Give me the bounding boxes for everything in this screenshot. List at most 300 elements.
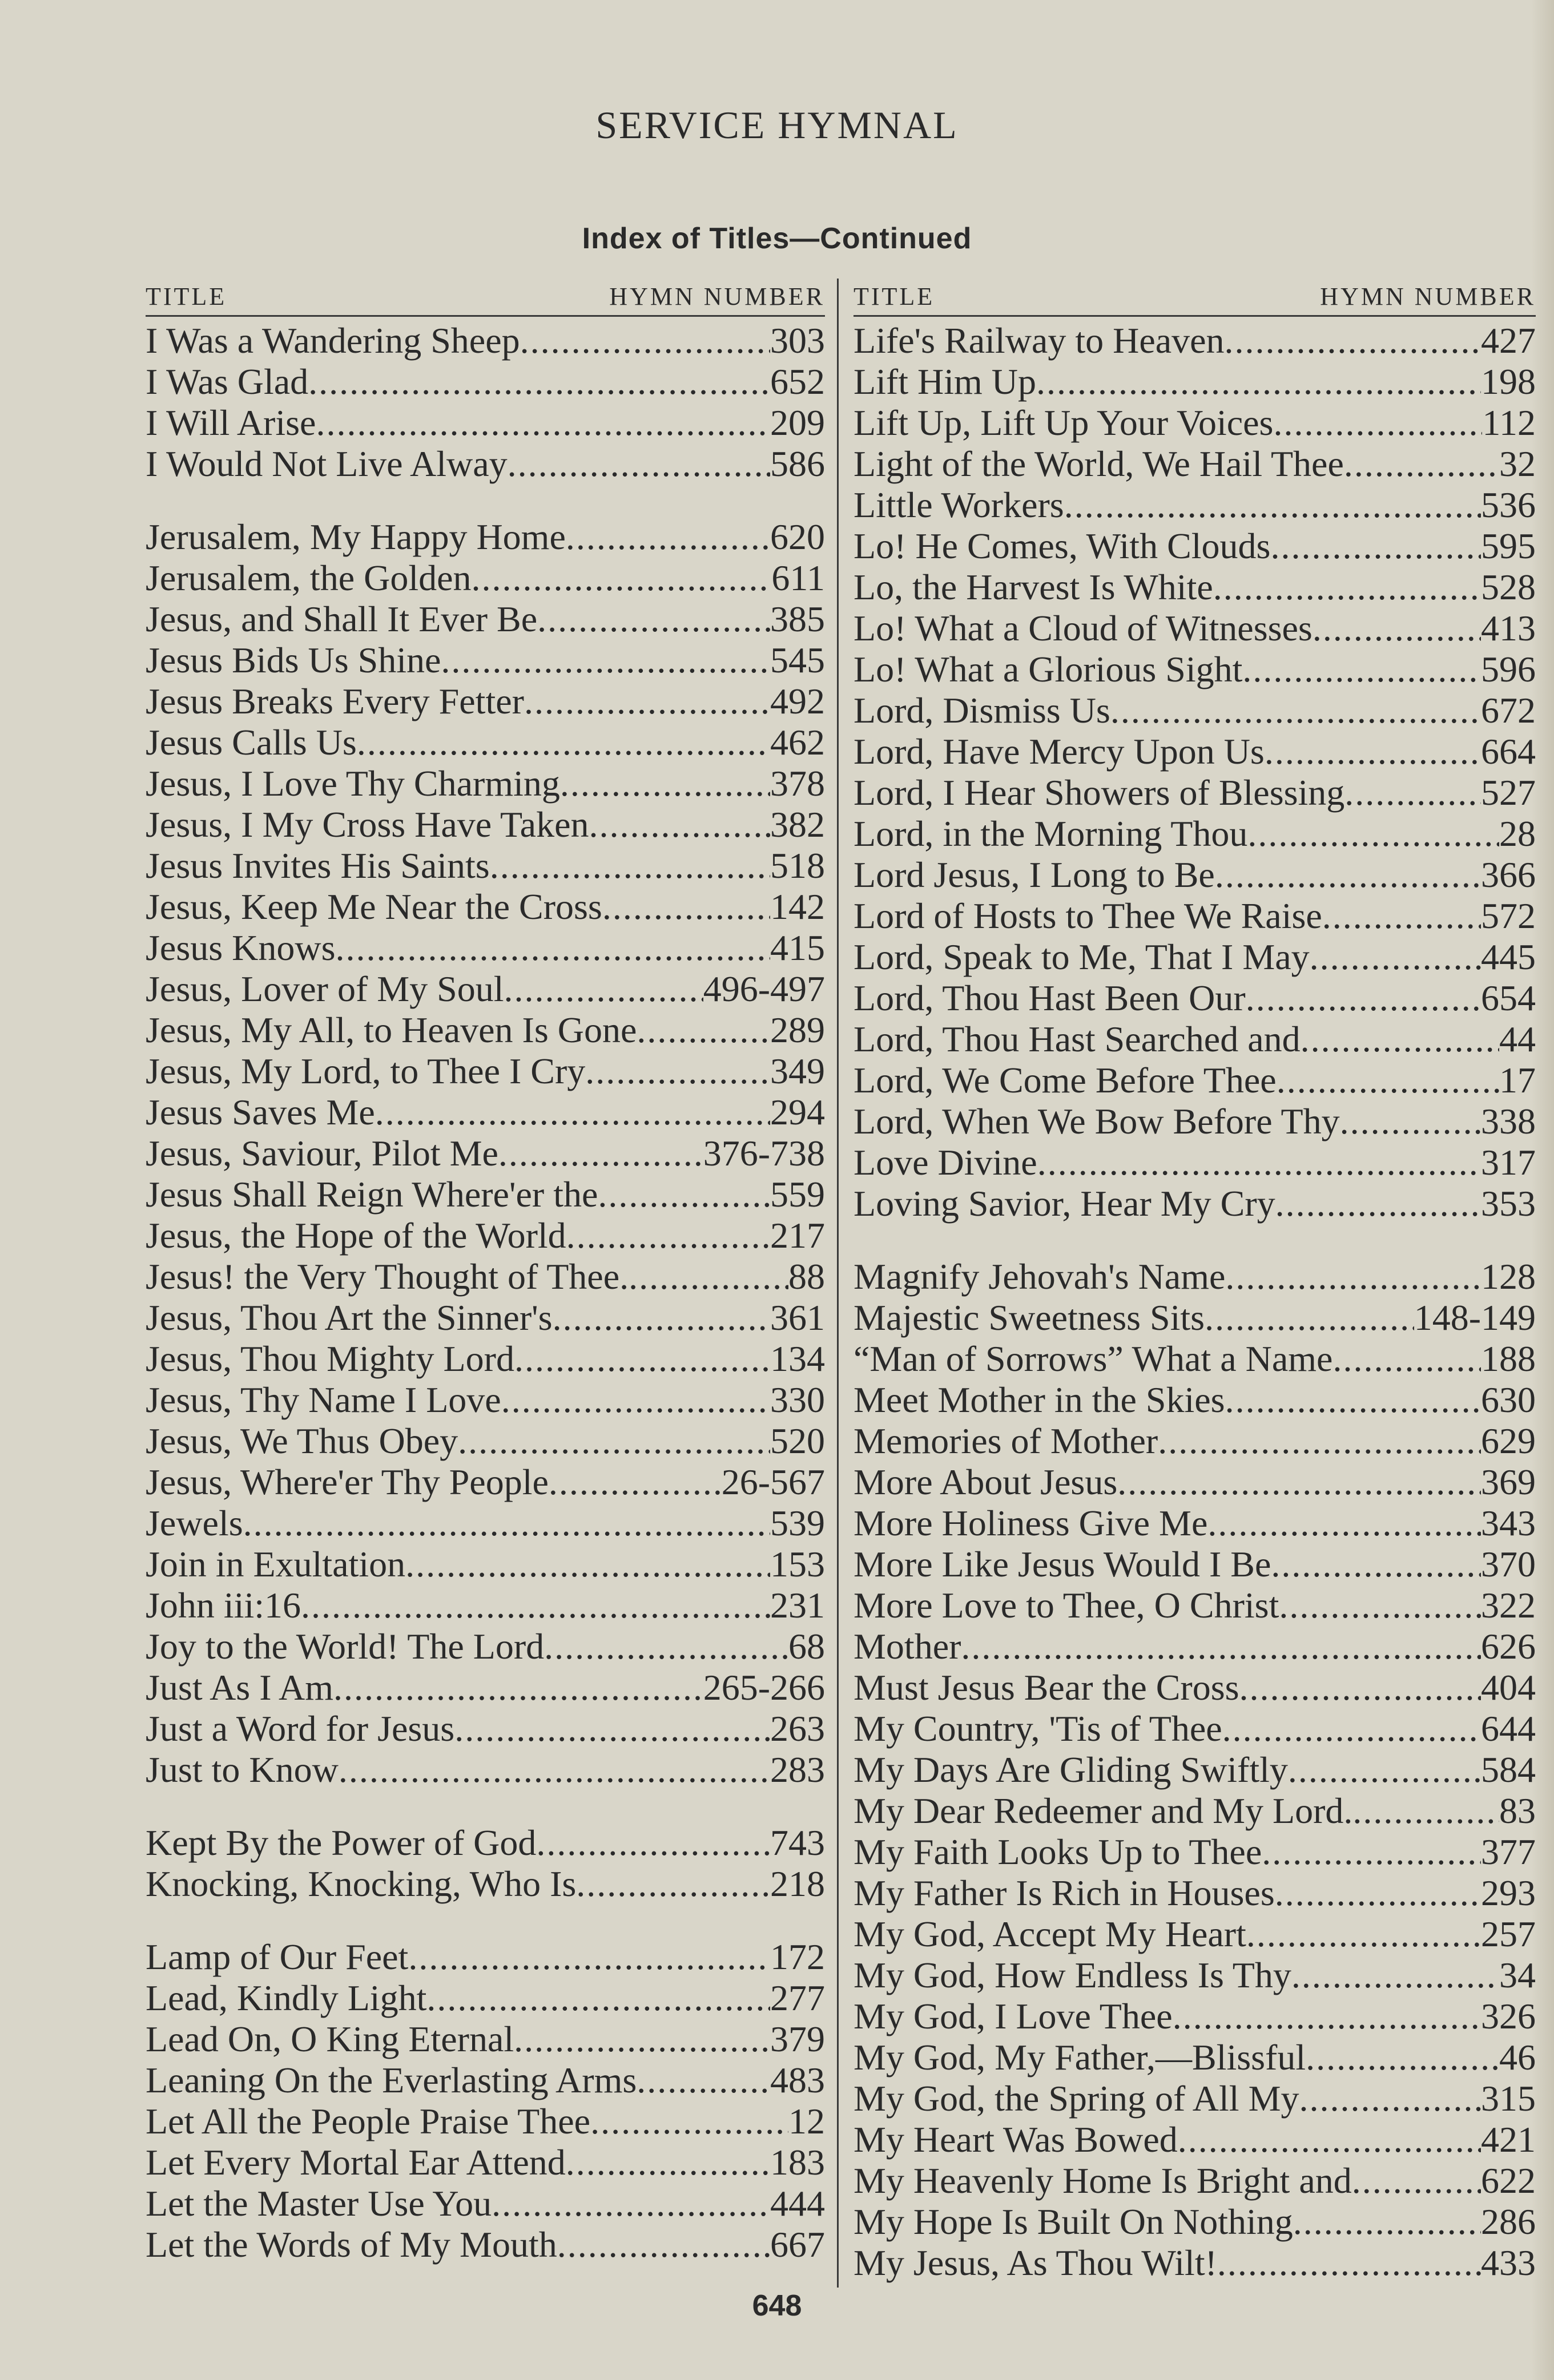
hymn-number: 415 bbox=[770, 927, 825, 968]
hymn-number: 349 bbox=[770, 1051, 825, 1091]
index-entry bbox=[146, 969, 825, 1010]
index-entry bbox=[146, 1863, 825, 1905]
hymn-title: Lord, Speak to Me, That I May bbox=[854, 937, 1310, 977]
index-entry bbox=[146, 1708, 825, 1749]
hymn-number: 518 bbox=[770, 845, 825, 886]
hymn-number: 672 bbox=[1481, 690, 1536, 731]
index-entry bbox=[146, 1133, 825, 1174]
dot-leader bbox=[1205, 1297, 1414, 1338]
hymn-title: My Heavenly Home Is Bright and bbox=[854, 2160, 1352, 2201]
index-entry bbox=[854, 2242, 1536, 2284]
hymn-number: 527 bbox=[1481, 772, 1536, 813]
dot-leader bbox=[589, 804, 770, 845]
dot-leader bbox=[1178, 2119, 1481, 2160]
hymn-title: Jesus, Thou Art the Sinner's bbox=[146, 1297, 553, 1338]
hymn-number: 382 bbox=[770, 804, 825, 845]
dot-leader bbox=[1273, 402, 1482, 443]
dot-leader bbox=[557, 2224, 770, 2265]
hymn-title: I Would Not Live Alway bbox=[146, 443, 508, 484]
dot-leader bbox=[1213, 567, 1481, 608]
hymn-title: Jesus, My All, to Heaven Is Gone bbox=[146, 1010, 637, 1050]
hymn-title: Mother bbox=[854, 1626, 961, 1667]
hymn-number: 217 bbox=[770, 1215, 825, 1256]
index-entry bbox=[854, 1101, 1536, 1142]
index-entry bbox=[146, 402, 825, 443]
dot-leader bbox=[1117, 1462, 1481, 1503]
hymn-number: 343 bbox=[1481, 1503, 1536, 1543]
hymn-number: 652 bbox=[770, 361, 825, 402]
hymn-number: 596 bbox=[1481, 649, 1536, 689]
hymn-title: Lord Jesus, I Long to Be bbox=[854, 854, 1215, 895]
dot-leader bbox=[514, 1338, 770, 1379]
index-entry bbox=[854, 731, 1536, 772]
hymn-title: “Man of Sorrows” What a Name bbox=[854, 1338, 1333, 1379]
index-entry bbox=[854, 937, 1536, 978]
hymn-number: 536 bbox=[1481, 485, 1536, 525]
index-entry bbox=[854, 320, 1536, 361]
index-entry bbox=[146, 1174, 825, 1215]
hymn-number: 376-738 bbox=[703, 1133, 825, 1173]
hymn-number: 622 bbox=[1481, 2160, 1536, 2201]
dot-leader bbox=[458, 1421, 770, 1462]
hymn-title: Knocking, Knocking, Who Is bbox=[146, 1863, 577, 1904]
hymn-title: I Was a Wandering Sheep bbox=[146, 320, 520, 361]
hymn-number: 404 bbox=[1481, 1667, 1536, 1708]
hymn-title: Lamp of Our Feet bbox=[146, 1937, 409, 1977]
hymn-number: 377 bbox=[1481, 1832, 1536, 1872]
hymn-number: 32 bbox=[1499, 443, 1536, 484]
hymn-title: Jesus, We Thus Obey bbox=[146, 1421, 458, 1461]
dot-leader bbox=[1299, 2078, 1481, 2119]
dot-leader bbox=[1239, 1667, 1481, 1708]
hymn-number: 378 bbox=[770, 763, 825, 804]
index-entry bbox=[146, 845, 825, 886]
left-column-header bbox=[146, 279, 825, 317]
dot-leader bbox=[1275, 1183, 1481, 1224]
index-entry bbox=[146, 1297, 825, 1338]
hymn-number: 142 bbox=[770, 886, 825, 927]
dot-leader bbox=[1277, 1060, 1499, 1101]
hymn-title: Lo! What a Glorious Sight bbox=[854, 649, 1243, 689]
index-entry bbox=[854, 1996, 1536, 2037]
dot-leader bbox=[1207, 1503, 1481, 1544]
index-entry bbox=[854, 1914, 1536, 1955]
dot-leader bbox=[1225, 320, 1481, 361]
hymn-number: 620 bbox=[770, 517, 825, 557]
dot-leader bbox=[504, 969, 703, 1010]
index-entry bbox=[146, 2183, 825, 2224]
index-entry bbox=[146, 681, 825, 722]
index-entry bbox=[854, 1626, 1536, 1667]
hymn-number: 626 bbox=[1481, 1626, 1536, 1667]
index-entry bbox=[854, 1503, 1536, 1544]
hymn-number: 572 bbox=[1481, 895, 1536, 936]
index-entry bbox=[146, 1421, 825, 1462]
hymn-title: Majestic Sweetness Sits bbox=[854, 1297, 1205, 1338]
hymn-title: My God, I Love Thee bbox=[854, 1996, 1173, 2036]
hymn-number: 644 bbox=[1481, 1708, 1536, 1749]
index-entry bbox=[854, 567, 1536, 608]
hymn-title: Jerusalem, the Golden bbox=[146, 558, 472, 598]
index-entry bbox=[854, 1421, 1536, 1462]
index-entry bbox=[854, 1667, 1536, 1708]
dot-leader bbox=[1064, 485, 1481, 526]
index-entry bbox=[854, 361, 1536, 402]
right-column-header bbox=[854, 279, 1536, 317]
hymn-title: My Faith Looks Up to Thee bbox=[854, 1832, 1262, 1872]
dot-leader bbox=[1225, 1256, 1481, 1297]
hymn-number: 34 bbox=[1499, 1955, 1536, 1995]
index-entry bbox=[146, 1503, 825, 1544]
index-entry bbox=[146, 1544, 825, 1585]
hymn-number: 369 bbox=[1481, 1462, 1536, 1502]
index-entry bbox=[146, 1010, 825, 1051]
index-entry bbox=[854, 1955, 1536, 1996]
hymn-title: My Hope Is Built On Nothing bbox=[854, 2201, 1293, 2242]
hymn-title: Jesus, My Lord, to Thee I Cry bbox=[146, 1051, 586, 1091]
dot-leader bbox=[408, 1937, 770, 1978]
hymn-number: 198 bbox=[1481, 361, 1536, 402]
index-entry bbox=[146, 2224, 825, 2265]
hymn-number: 68 bbox=[788, 1626, 825, 1667]
dot-leader bbox=[1332, 1338, 1481, 1379]
hymn-number-column-label: HYMN NUMBER bbox=[609, 283, 825, 310]
hymn-title: Meet Mother in the Skies bbox=[854, 1379, 1225, 1420]
dot-leader bbox=[1215, 854, 1481, 895]
index-entry bbox=[146, 804, 825, 845]
hymn-number: 385 bbox=[770, 599, 825, 639]
dot-leader bbox=[426, 1978, 770, 2019]
hymn-title: Jesus Knows bbox=[146, 927, 336, 968]
dot-leader bbox=[1037, 1142, 1481, 1183]
hymn-title: More About Jesus bbox=[854, 1462, 1118, 1502]
dot-leader bbox=[357, 722, 770, 763]
index-entry bbox=[854, 1462, 1536, 1503]
index-entry bbox=[146, 2101, 825, 2142]
dot-leader bbox=[316, 402, 770, 443]
dot-leader bbox=[490, 845, 770, 886]
dot-leader bbox=[576, 1863, 770, 1905]
dot-leader bbox=[1293, 2201, 1481, 2242]
hymn-number: 379 bbox=[770, 2019, 825, 2059]
dot-leader bbox=[1279, 1585, 1481, 1626]
hymn-number: 148-149 bbox=[1414, 1297, 1536, 1338]
dot-leader bbox=[1225, 1379, 1481, 1421]
dot-leader bbox=[1271, 1544, 1481, 1585]
index-entry bbox=[854, 443, 1536, 485]
dot-leader bbox=[566, 517, 770, 558]
hymn-number: 445 bbox=[1481, 937, 1536, 977]
hymn-number: 28 bbox=[1499, 813, 1536, 854]
index-entry bbox=[854, 1183, 1536, 1224]
column-divider bbox=[837, 279, 839, 2288]
dot-leader bbox=[961, 1626, 1481, 1667]
hymn-title: Lead, Kindly Light bbox=[146, 1978, 427, 2018]
hymn-number: 528 bbox=[1481, 567, 1536, 607]
dot-leader bbox=[1301, 1019, 1499, 1060]
dot-leader bbox=[566, 2142, 770, 2183]
hymn-title: Light of the World, We Hail Thee bbox=[854, 443, 1344, 484]
dot-leader bbox=[301, 1585, 770, 1626]
index-entry bbox=[146, 763, 825, 804]
hymn-number: 322 bbox=[1481, 1585, 1536, 1625]
hymn-title: My God, How Endless Is Thy bbox=[854, 1955, 1291, 1995]
hymn-number: 263 bbox=[770, 1708, 825, 1749]
hymn-number: 317 bbox=[1481, 1142, 1536, 1183]
hymn-title: Jesus Shall Reign Where'er the bbox=[146, 1174, 598, 1215]
hymn-number: 630 bbox=[1481, 1379, 1536, 1420]
index-entry bbox=[854, 978, 1536, 1019]
dot-leader bbox=[454, 1708, 770, 1749]
hymn-number: 483 bbox=[770, 2060, 825, 2100]
section-gap bbox=[146, 485, 825, 517]
hymn-number: 586 bbox=[770, 443, 825, 484]
index-entry bbox=[854, 2160, 1536, 2201]
dot-leader bbox=[536, 1822, 770, 1863]
hymn-number: 231 bbox=[770, 1585, 825, 1625]
index-entry bbox=[854, 485, 1536, 526]
dot-leader bbox=[544, 1626, 788, 1667]
hymn-number: 218 bbox=[770, 1863, 825, 1904]
hymn-title: Jerusalem, My Happy Home bbox=[146, 517, 566, 557]
hymn-title: Jesus Breaks Every Fetter bbox=[146, 681, 524, 721]
hymn-number: 629 bbox=[1481, 1421, 1536, 1461]
index-entry bbox=[146, 2060, 825, 2101]
dot-leader bbox=[335, 927, 770, 969]
hymn-number: 26-567 bbox=[721, 1462, 825, 1502]
hymn-title: Lord, Dismiss Us bbox=[854, 690, 1110, 731]
dot-leader bbox=[339, 1749, 770, 1790]
section-gap bbox=[146, 1790, 825, 1822]
hymn-title: My God, the Spring of All My bbox=[854, 2078, 1299, 2119]
dot-leader bbox=[1344, 443, 1499, 485]
hymn-title: Love Divine bbox=[854, 1142, 1037, 1183]
dot-leader bbox=[637, 1010, 770, 1051]
hymn-title: Lord, Thou Hast Searched and bbox=[854, 1019, 1301, 1059]
index-entry bbox=[854, 1019, 1536, 1060]
index-entry bbox=[854, 2037, 1536, 2078]
dot-leader bbox=[308, 361, 770, 402]
dot-leader bbox=[333, 1667, 703, 1708]
hymn-title: Lord, When We Bow Before Thy bbox=[854, 1101, 1340, 1141]
index-entry bbox=[854, 402, 1536, 443]
dot-leader bbox=[537, 599, 770, 640]
hymn-number: 286 bbox=[1481, 2201, 1536, 2242]
index-entry bbox=[854, 690, 1536, 731]
hymn-title: Jewels bbox=[146, 1503, 243, 1543]
hymn-title: Memories of Mother bbox=[854, 1421, 1158, 1461]
hymn-number: 330 bbox=[770, 1379, 825, 1420]
hymn-number-column-label: HYMN NUMBER bbox=[1320, 283, 1536, 310]
index-entry bbox=[854, 854, 1536, 895]
index-entry bbox=[854, 1544, 1536, 1585]
hymn-title: Jesus Bids Us Shine bbox=[146, 640, 441, 680]
hymn-title: Lord, I Hear Showers of Blessing bbox=[854, 772, 1345, 813]
hymn-number: 444 bbox=[770, 2183, 825, 2224]
dot-leader bbox=[553, 1297, 770, 1338]
hymn-title: Let the Words of My Mouth bbox=[146, 2224, 557, 2265]
hymn-title: Jesus Invites His Saints bbox=[146, 845, 490, 886]
index-entry bbox=[146, 443, 825, 485]
hymn-number: 12 bbox=[788, 2101, 825, 2141]
dot-leader bbox=[560, 763, 770, 804]
dot-leader bbox=[598, 1174, 770, 1215]
dot-leader bbox=[1275, 1873, 1481, 1914]
dot-leader bbox=[1242, 649, 1481, 690]
hymn-title: My Country, 'Tis of Thee bbox=[854, 1708, 1222, 1749]
section-gap bbox=[146, 1905, 825, 1937]
dot-leader bbox=[1291, 1955, 1499, 1996]
index-entry bbox=[854, 649, 1536, 690]
dot-leader bbox=[637, 2060, 770, 2101]
hymn-number: 277 bbox=[770, 1978, 825, 2018]
hymn-number: 559 bbox=[770, 1174, 825, 1215]
hymn-title: Let the Master Use You bbox=[146, 2183, 492, 2224]
hymn-title: Just a Word for Jesus bbox=[146, 1708, 455, 1749]
hymn-number: 183 bbox=[770, 2142, 825, 2183]
dot-leader bbox=[1158, 1421, 1481, 1462]
index-entry bbox=[146, 886, 825, 927]
dot-leader bbox=[549, 1462, 722, 1503]
index-entry bbox=[146, 517, 825, 558]
index-entry bbox=[854, 1060, 1536, 1101]
hymn-title: Jesus Saves Me bbox=[146, 1092, 375, 1132]
hymn-title: Lord, in the Morning Thou bbox=[854, 813, 1248, 854]
hymn-title: Kept By the Power of God bbox=[146, 1822, 537, 1863]
dot-leader bbox=[1217, 2242, 1481, 2284]
hymn-title: Lord, We Come Before Thee bbox=[854, 1060, 1277, 1100]
hymn-number: 315 bbox=[1481, 2078, 1536, 2119]
dot-leader bbox=[566, 1215, 770, 1256]
hymn-number: 134 bbox=[770, 1338, 825, 1379]
index-entry bbox=[146, 1749, 825, 1790]
hymn-title: I Will Arise bbox=[146, 402, 316, 443]
page-number: 648 bbox=[752, 2289, 802, 2322]
index-entry bbox=[146, 1626, 825, 1667]
hymn-number: 421 bbox=[1481, 2119, 1536, 2160]
index-heading: Index of Titles—Continued bbox=[582, 222, 972, 255]
dot-leader bbox=[472, 558, 772, 599]
hymn-title: Jesus, Lover of My Soul bbox=[146, 969, 504, 1009]
hymn-title: My Days Are Gliding Swiftly bbox=[854, 1749, 1288, 1790]
dot-leader bbox=[1322, 895, 1481, 937]
dot-leader bbox=[1110, 690, 1481, 731]
hymn-number: 433 bbox=[1481, 2242, 1536, 2283]
hymn-title: Jesus, Thy Name I Love bbox=[146, 1379, 501, 1420]
hymn-number: 743 bbox=[770, 1822, 825, 1863]
index-entry bbox=[854, 2119, 1536, 2160]
index-entry bbox=[854, 895, 1536, 937]
hymn-title: Joy to the World! The Lord bbox=[146, 1626, 545, 1667]
hymn-title: Lo! What a Cloud of Witnesses bbox=[854, 608, 1313, 648]
index-entry bbox=[854, 1790, 1536, 1832]
index-entry bbox=[146, 1092, 825, 1133]
hymn-number: 172 bbox=[770, 1937, 825, 1977]
index-entry bbox=[854, 1873, 1536, 1914]
hymn-title: Magnify Jehovah's Name bbox=[854, 1256, 1226, 1297]
hymn-title: Jesus, Saviour, Pilot Me bbox=[146, 1133, 498, 1173]
hymn-title: Jesus, Where'er Thy People bbox=[146, 1462, 549, 1502]
dot-leader bbox=[1246, 978, 1481, 1019]
hymn-number: 188 bbox=[1481, 1338, 1536, 1379]
hymn-title: Jesus, I My Cross Have Taken bbox=[146, 804, 589, 845]
hymn-number: 209 bbox=[770, 402, 825, 443]
index-entry bbox=[146, 2019, 825, 2060]
index-entry bbox=[146, 2142, 825, 2183]
dot-leader bbox=[243, 1503, 770, 1544]
hymn-number: 46 bbox=[1499, 2037, 1536, 2078]
dot-leader bbox=[1340, 1101, 1481, 1142]
hymn-number: 88 bbox=[788, 1256, 825, 1297]
hymn-number: 664 bbox=[1481, 731, 1536, 772]
hymn-number: 294 bbox=[770, 1092, 825, 1132]
hymn-title: My Dear Redeemer and My Lord. bbox=[854, 1790, 1353, 1831]
hymn-title: Join in Exultation bbox=[146, 1544, 406, 1584]
hymn-number: 293 bbox=[1481, 1873, 1536, 1913]
index-entry bbox=[146, 1379, 825, 1421]
hymn-title: Lo! He Comes, With Clouds bbox=[854, 526, 1271, 566]
dot-leader bbox=[629, 1256, 788, 1297]
index-entry bbox=[854, 1708, 1536, 1749]
index-entry bbox=[146, 1822, 825, 1863]
hymn-title: My God, Accept My Heart bbox=[854, 1914, 1246, 1954]
dot-leader bbox=[1222, 1708, 1481, 1749]
hymn-number: 492 bbox=[770, 681, 825, 721]
hymn-title: Jesus, I Love Thy Charming bbox=[146, 763, 560, 804]
hymn-number: 128 bbox=[1481, 1256, 1536, 1297]
dot-leader bbox=[1352, 2160, 1481, 2201]
index-entry bbox=[854, 813, 1536, 854]
hymn-title: I Was Glad bbox=[146, 361, 309, 402]
dot-leader bbox=[501, 1379, 770, 1421]
dot-leader bbox=[1036, 361, 1481, 402]
hymn-number: 326 bbox=[1481, 1996, 1536, 2036]
hymn-title: My Jesus, As Thou Wilt! bbox=[854, 2242, 1217, 2283]
hymn-title: Leaning On the Everlasting Arms bbox=[146, 2060, 637, 2100]
hymn-number: 413 bbox=[1481, 608, 1536, 648]
hymn-title: Just to Know bbox=[146, 1749, 339, 1790]
hymn-number: 366 bbox=[1481, 854, 1536, 895]
hymn-number: 654 bbox=[1481, 978, 1536, 1018]
hymn-number: 462 bbox=[770, 722, 825, 763]
index-entry bbox=[854, 2078, 1536, 2119]
hymn-title: Lo, the Harvest Is White bbox=[854, 567, 1213, 607]
index-entry bbox=[146, 1667, 825, 1708]
index-entry bbox=[146, 599, 825, 640]
title-column-label: TITLE bbox=[854, 283, 935, 310]
hymn-number: 257 bbox=[1481, 1914, 1536, 1954]
hymn-title: Must Jesus Bear the Cross bbox=[854, 1667, 1239, 1708]
index-entry bbox=[854, 1338, 1536, 1379]
hymn-number: 289 bbox=[770, 1010, 825, 1050]
dot-leader bbox=[1310, 937, 1481, 978]
left-entries bbox=[146, 320, 825, 2265]
index-entry bbox=[854, 1379, 1536, 1421]
running-head: SERVICE HYMNAL bbox=[595, 103, 959, 147]
index-entry bbox=[146, 927, 825, 969]
index-entry bbox=[146, 320, 825, 361]
dot-leader bbox=[1173, 1996, 1481, 2037]
hymn-number: 338 bbox=[1481, 1101, 1536, 1141]
hymn-number: 265-266 bbox=[703, 1667, 825, 1708]
index-entry bbox=[854, 2201, 1536, 2242]
hymn-title: Lord of Hosts to Thee We Raise bbox=[854, 895, 1322, 936]
index-entry bbox=[854, 1749, 1536, 1790]
index-entry bbox=[146, 1978, 825, 2019]
dot-leader bbox=[520, 320, 770, 361]
hymn-number: 545 bbox=[770, 640, 825, 680]
hymn-title: Loving Savior, Hear My Cry bbox=[854, 1183, 1275, 1224]
